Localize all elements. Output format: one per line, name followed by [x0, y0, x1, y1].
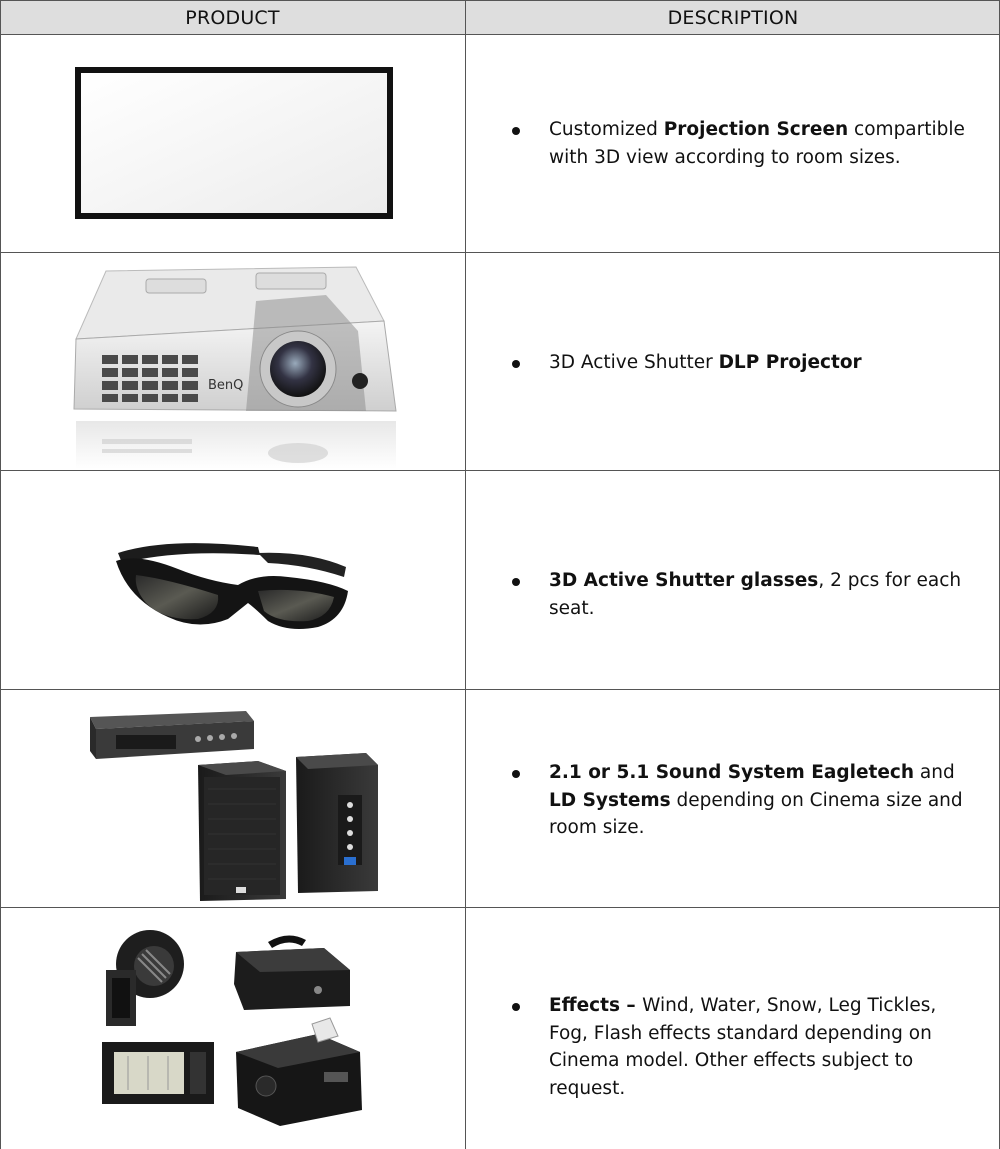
description-run: compartible with 3D view according to room sizes. [549, 119, 965, 168]
description-text [549, 349, 979, 377]
row-divider [0, 252, 1000, 253]
description-cell [466, 35, 1000, 253]
header-divider [0, 34, 1000, 35]
bullet-icon [512, 127, 520, 135]
description-run: depending on Cinema size and room size. [549, 789, 963, 838]
description-run: Customized [549, 119, 664, 140]
table-row [0, 253, 1000, 471]
bullet-icon [512, 1003, 520, 1011]
description-text [549, 567, 979, 622]
product-cell [0, 689, 465, 908]
product-cell [0, 471, 465, 689]
projection-screen-image [75, 67, 393, 219]
description-text [549, 116, 979, 171]
row-divider [0, 907, 1000, 908]
table-border-top [0, 0, 1000, 1]
effects-machines-image [98, 926, 378, 1132]
description-bold-run: 3D Active Shutter glasses [549, 570, 819, 591]
description-run: , 2 pcs for each seat. [549, 570, 962, 619]
description-cell [466, 253, 1000, 471]
product-cell [0, 35, 465, 253]
description-cell [466, 471, 1000, 689]
description-cell [466, 908, 1000, 1149]
table-column-divider [465, 0, 466, 1149]
description-text [549, 759, 979, 842]
bullet-icon [512, 360, 520, 368]
table-row [0, 908, 1000, 1149]
3d-glasses-image [108, 533, 354, 633]
table-row [0, 471, 1000, 689]
description-bold-run: Effects – [549, 995, 643, 1016]
table-row [0, 35, 1000, 253]
header-description: DESCRIPTION [667, 7, 799, 29]
product-cell [0, 908, 465, 1149]
table-border-left [0, 0, 1, 1149]
header-product: PRODUCT [185, 7, 280, 29]
table-header [0, 0, 1000, 35]
description-bold-run: Projection Screen [663, 119, 849, 140]
description-run: 3D Active Shutter [549, 352, 719, 373]
sound-system-image [86, 709, 382, 905]
description-bold-run: LD Systems [549, 789, 671, 811]
row-divider [0, 470, 1000, 471]
description-run: Wind, Water, Snow, Leg Tickles, Fog, Flash effects standard depending on Cinema model. Other effects subject to request. [549, 995, 937, 1099]
product-cell [0, 253, 465, 471]
benq-logo: BenQ [208, 378, 244, 393]
description-cell [466, 689, 1000, 908]
description-text [549, 992, 979, 1102]
description-bold-run: 2.1 or 5.1 Sound System Eagletech [549, 762, 915, 783]
description-run: and [914, 762, 955, 783]
table-row [0, 689, 1000, 908]
bullet-icon [512, 578, 520, 586]
row-divider [0, 689, 1000, 690]
bullet-icon [512, 770, 520, 778]
description-bold-run: DLP Projector [718, 352, 862, 373]
projector-image [66, 261, 402, 471]
